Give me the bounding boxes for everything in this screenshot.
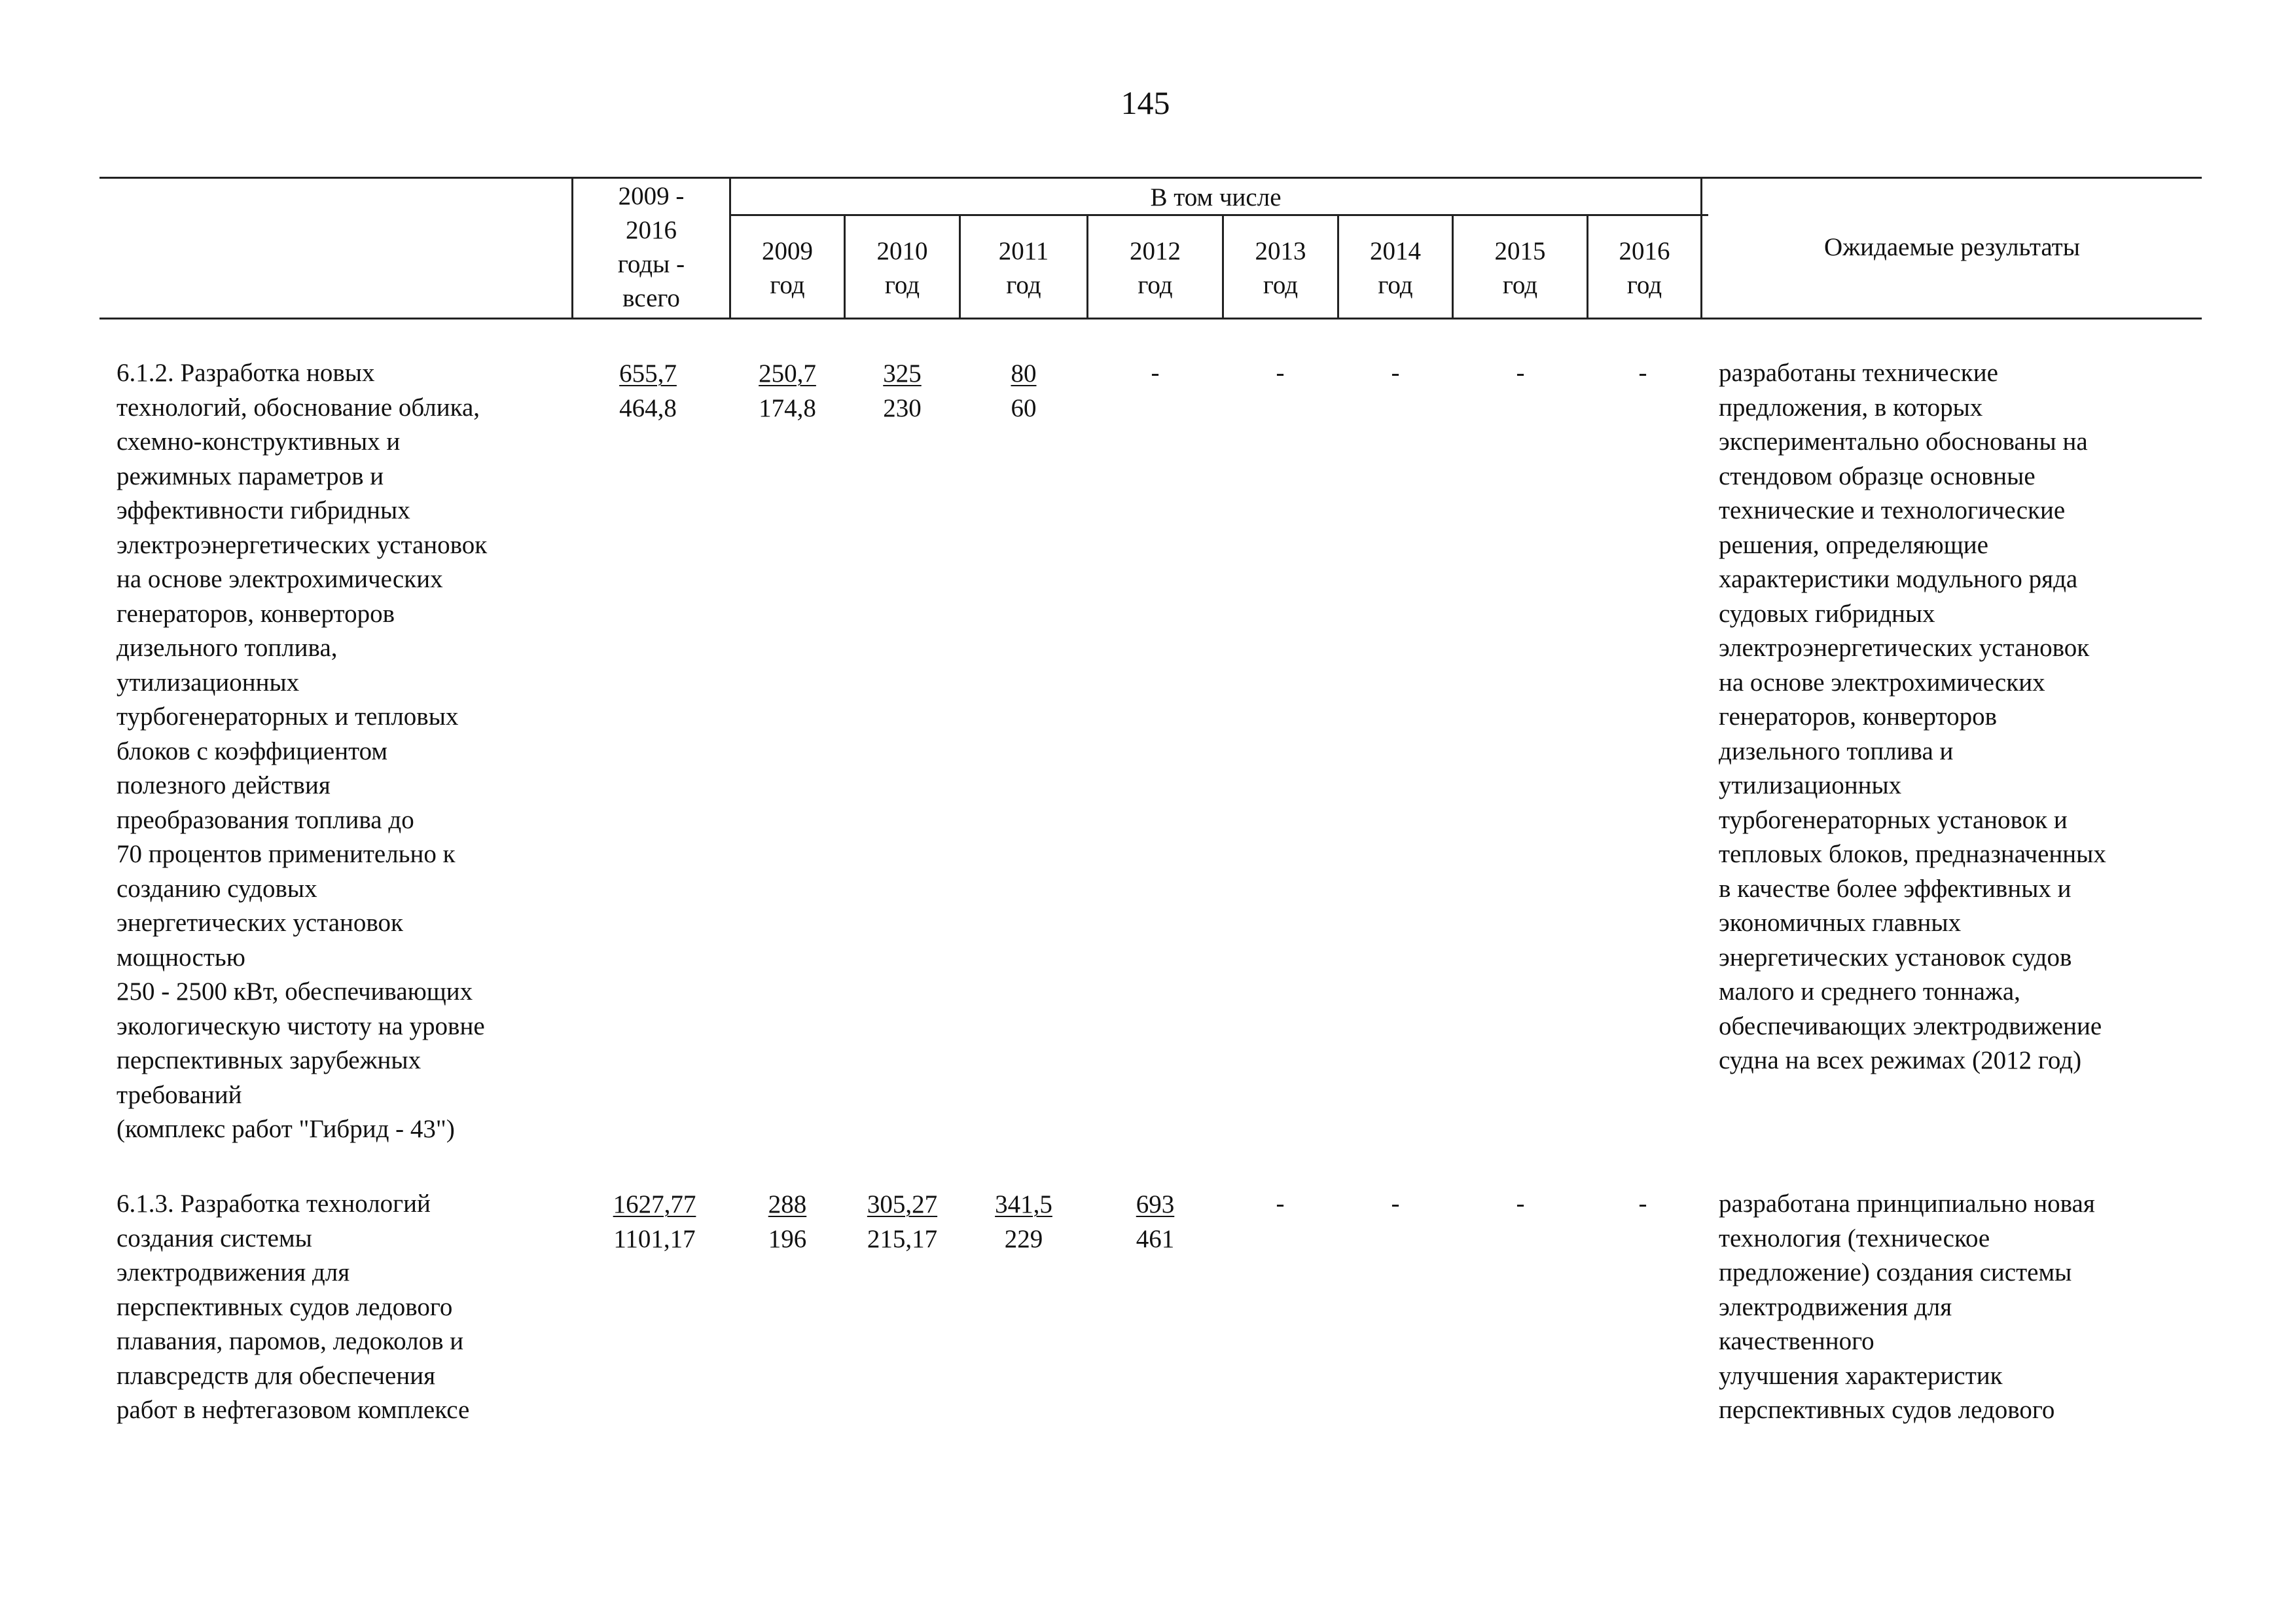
row-6-1-3-2011: [961, 1187, 1086, 1256]
planned-value: 655,7: [619, 359, 677, 388]
row-6-1-2-total: [576, 356, 720, 426]
row-6-1-3-total: [576, 1187, 733, 1256]
budget-value: 461: [1136, 1225, 1175, 1253]
planned-value: 693: [1136, 1190, 1175, 1218]
row-6-1-3-2015: -: [1516, 1190, 1525, 1218]
row-6-1-2-2012: -: [1151, 359, 1160, 387]
row-6-1-3-2013: -: [1276, 1190, 1285, 1218]
table-top-rule: [99, 177, 2202, 179]
planned-value: 80: [1011, 359, 1037, 388]
planned-value: 305,27: [867, 1190, 938, 1218]
row-6-1-2-2009: [731, 356, 844, 426]
row-6-1-3-2010: [846, 1187, 959, 1256]
row-6-1-2-2014: -: [1391, 359, 1400, 387]
planned-value: 250,7: [759, 359, 816, 388]
row-6-1-2-2013: -: [1276, 359, 1285, 387]
header-year-2013: 2013 год: [1255, 237, 1306, 299]
budget-value: 1101,17: [613, 1225, 696, 1253]
header-bottom-rule: [99, 318, 2202, 319]
budget-value: 196: [768, 1225, 807, 1253]
row-6-1-3-2016: -: [1638, 1190, 1647, 1218]
budget-value: 464,8: [619, 394, 677, 422]
planned-value: 1627,77: [613, 1190, 696, 1218]
header-year-2012: 2012 год: [1130, 237, 1181, 299]
budget-value: 174,8: [759, 394, 816, 422]
header-year-2010: 2010 год: [876, 237, 928, 299]
planned-value: 341,5: [995, 1190, 1052, 1218]
planned-value: 325: [883, 359, 922, 388]
header-including: В том числе: [1150, 183, 1282, 211]
row-6-1-3-2012: [1088, 1187, 1222, 1256]
row-6-1-3-2009: [731, 1187, 844, 1256]
planned-value: 288: [768, 1190, 807, 1218]
header-total: 2009 - 2016 годы - всего: [617, 182, 685, 312]
budget-value: 60: [1011, 394, 1037, 422]
row-6-1-2-name: 6.1.2. Разработка новых технологий, обоснование облика, схемно-конструктивных и режимных параметров и эффективности гибридных электроэнергетических установок на основе электрохимических генераторов, конверторов дизельного топлива, утилизационных турбогенераторных и тепловых блоков с коэффициентом полезного действия преобразования топлива до 70 процентов применительно к созданию судовых энергетических установок мощностью 250 - 2500 кВт, обеспечивающих экологическую чистоту на уровне перспективных зарубежных требований (комплекс работ "Гибрид - 43"): [117, 359, 488, 1143]
row-6-1-2-2010: [846, 356, 959, 426]
budget-value: 229: [1004, 1225, 1043, 1253]
header-year-2009: 2009 год: [762, 237, 813, 299]
header-year-2016: 2016 год: [1619, 237, 1670, 299]
budget-value: 215,17: [867, 1225, 938, 1253]
row-6-1-2-2015: -: [1516, 359, 1525, 387]
page-number: 145: [1121, 84, 1170, 121]
header-year-2015: 2015 год: [1494, 237, 1546, 299]
header-year-2011: 2011 год: [998, 237, 1049, 299]
row-6-1-3-name: 6.1.3. Разработка технологий создания системы электродвижения для перспективных судов ледового плавания, паромов, ледоколов и плавсредств для обеспечения работ в нефтегазовом комплексе: [117, 1190, 470, 1424]
header-expected-results: Ожидаемые результаты: [1824, 233, 2080, 261]
header-year-2014: 2014 год: [1370, 237, 1421, 299]
row-6-1-2-2011: [961, 356, 1086, 426]
row-6-1-3-result: разработана принципиально новая технология (техническое предложение) создания системы электродвижения для качественного улучшения характеристик перспективных судов ледового: [1719, 1190, 2095, 1424]
budget-value: 230: [883, 394, 922, 422]
row-6-1-2-result: разработаны технические предложения, в которых экспериментально обоснованы на стендовом образце основные технические и технологические решения, определяющие характеристики модульного ряда судовых гибридных электроэнергетических установок на основе электрохимических генераторов, конверторов дизельного топлива и утилизационных турбогенераторных установок и тепловых блоков, предназначенных в качестве более эффективных и экономичных главных энергетических установок судов малого и среднего тоннажа, обеспечивающих электродвижение судна на всех режимах (2012 год): [1719, 359, 2106, 1074]
row-6-1-3-2014: -: [1391, 1190, 1400, 1218]
row-6-1-2-2016: -: [1638, 359, 1647, 387]
